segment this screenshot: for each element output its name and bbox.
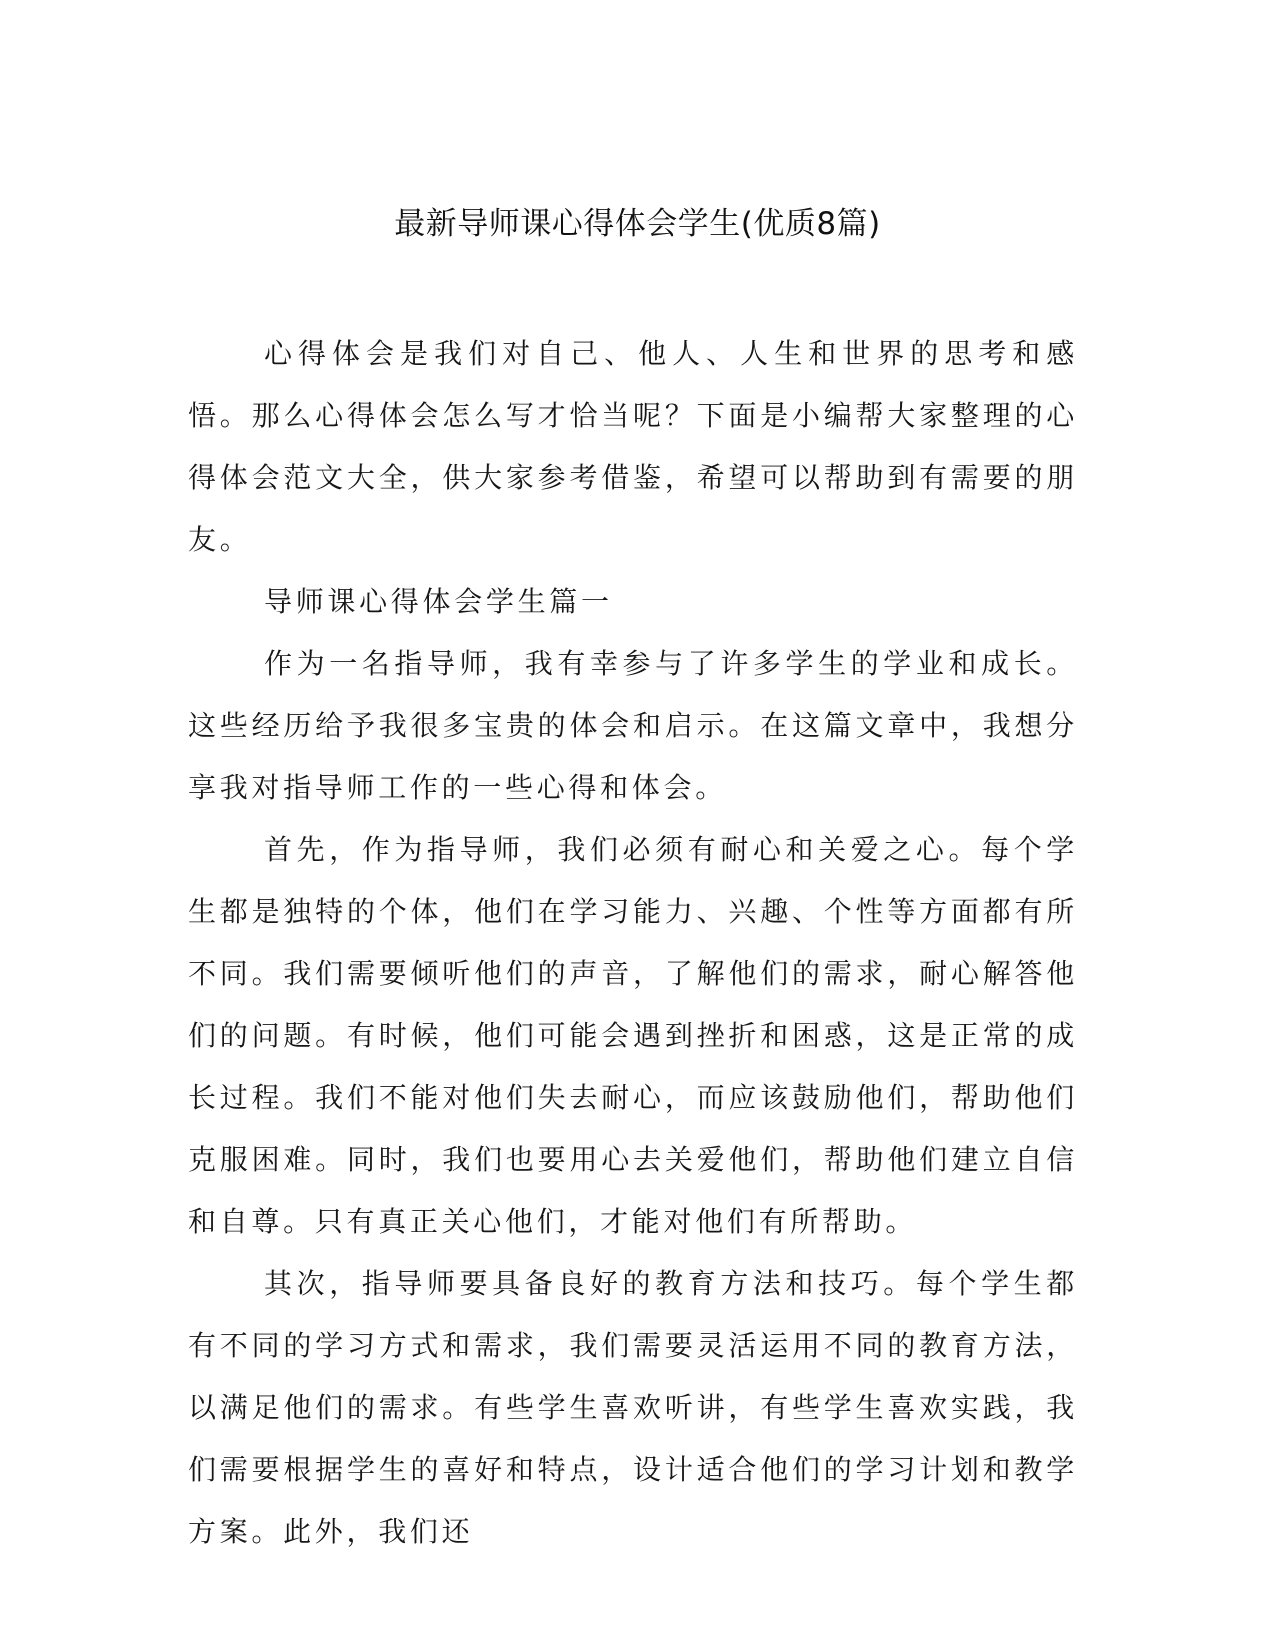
document-body bbox=[188, 323, 1078, 1563]
document-title: 最新导师课心得体会学生(优质8篇) bbox=[394, 206, 881, 242]
paragraph: 首先，作为指导师，我们必须有耐心和关爱之心。每个学生都是独特的个体，他们在学习能力、兴趣、个性等方面都有所不同。我们需要倾听他们的声音，了解他们的需求，耐心解答他们的问题。有时候，他们可能会遇到挫折和困惑，这是正常的成长过程。我们不能对他们失去耐心，而应该鼓励他们，帮助他们克服困难。同时，我们也要用心去关爱他们，帮助他们建立自信和自尊。只有真正关心他们，才能对他们有所帮助。 bbox=[188, 833, 1078, 1238]
section-heading: 导师课心得体会学生篇一 bbox=[264, 585, 613, 618]
paragraph: 其次，指导师要具备良好的教育方法和技巧。每个学生都有不同的学习方式和需求，我们需要灵活运用不同的教育方法，以满足他们的需求。有些学生喜欢听讲，有些学生喜欢实践，我们需要根据学生的喜好和特点，设计适合他们的学习计划和教学方案。此外，我们还 bbox=[188, 1267, 1078, 1548]
paragraph-intro: 心得体会是我们对自己、他人、人生和世界的思考和感悟。那么心得体会怎么写才恰当呢？下面是小编帮大家整理的心得体会范文大全，供大家参考借鉴，希望可以帮助到有需要的朋友。 bbox=[188, 337, 1078, 556]
paragraph: 作为一名指导师，我有幸参与了许多学生的学业和成长。这些经历给予我很多宝贵的体会和启示。在这篇文章中，我想分享我对指导师工作的一些心得和体会。 bbox=[188, 647, 1078, 804]
